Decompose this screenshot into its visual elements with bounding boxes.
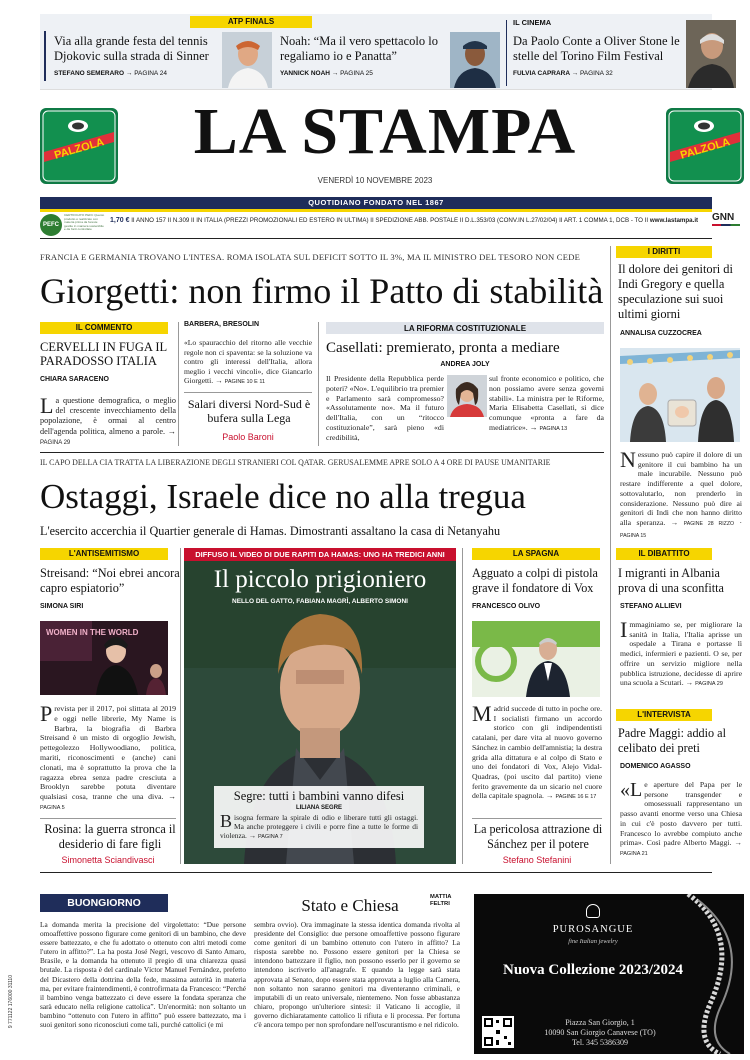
publication-details: II ANNO 157 II N.309 II IN ITALIA (PREZZI PROMOZIONALI ED ESTERO IN ULTIMA) II SPEDIZIONE ABB. POSTALE II D.L.353/03 (CONV.IN L.27/02/04) II ART. 1 COMMA 1, DCB - TO II <box>131 217 649 224</box>
palzola-ad-right[interactable] <box>666 108 744 184</box>
bottom-rule <box>40 872 712 873</box>
diritti-tag: I DIRITTI <box>616 246 712 258</box>
pefc-note: CERTIFICATO PEFC Questo prodotto è realizzato con materia prima da foreste gestite in maniera sostenibile e da fonti controllate <box>64 214 105 232</box>
rosina-author: Simonetta Sciandivasci <box>61 855 155 865</box>
pefc-logo <box>40 214 62 236</box>
mid-text: «Lo spauracchio del ritorno alle vecchie regole non ci spaventa: se la soluzione va contro gli interessi dell'Italia, allora meglio i vecchi vincoli», dice Giancarlo Giorgetti. → PAGINE 10 E 11 <box>184 338 312 386</box>
purosangue-address1: Piazza San Giorgio, 1 <box>565 1018 635 1027</box>
streisand-text: Prevista per il 2017, poi slittata al 2019 e oggi nelle librerie, My Name is Barbra, la biografia di Barbra Streisand è un misto di orgoglio Jewish, pettegolezzo Hollywoodiano, politica, mariti, riconoscimenti e (anche) cani clonati, ma è soprattutto la prova che la ragazza ebrea senza padre cresciuta a Brooklyn sarebbe potuta diventare qualsiasi cosa, tranne che una diva. → PAGINA 5 <box>40 701 177 811</box>
strip-rule-right <box>506 20 507 86</box>
commento-tag: IL COMMENTO <box>40 322 168 334</box>
sanchez-headline[interactable]: La pericolosa attrazione di Sánchez per il potere <box>473 822 603 851</box>
purosangue-collection: Nuova Collezione 2023/2024 <box>503 962 683 978</box>
spagna-tag: LA SPAGNA <box>472 548 600 560</box>
streisand-photo <box>40 621 168 695</box>
vrule-right-col <box>610 246 611 864</box>
spagna-headline[interactable]: Agguato a colpi di pistola grave il fondatore di Vox <box>472 566 598 595</box>
dibattito-text: Immaginiamo se, per migliorare la sanità in Italia, l'Italia aprisse un ospedale a Tirana e portasse lì medici, infermieri e pazienti. O se, per offrire un servizio migliore nella pubblica istruzione, decidesse di aprire una scuola a Scutari. → PAGINA 29 <box>620 617 742 688</box>
riforma-author: ANDREA JOLY <box>440 361 490 368</box>
cinema-tag: IL CINEMA <box>513 18 552 27</box>
second-story-rule <box>40 452 604 453</box>
strip-center-byline: YANNICK NOAH → PAGINA 25 <box>280 70 373 77</box>
noah-photo <box>450 32 500 88</box>
strip-center-headline[interactable]: Noah: “Ma il vero spettacolo lo regaliamo io e Panatta” <box>280 34 438 63</box>
sanchez-rule <box>472 818 602 819</box>
vrule-lead-2 <box>318 322 319 446</box>
diritti-text: Nessuno può capire il dolore di un genitore il cui bambino ha un male incurabile. Nessuno può restare indifferente a quel dolore, sottovalutarlo, non prenderlo in considerazione. Nessuno può dire ai genitori di Indi che non hanno diritto alla speranza. → PAGINE 28 RIZZO · PAGINA 15 <box>620 447 742 539</box>
dibattito-dropcap: I <box>620 617 628 642</box>
indi-gregory-photo <box>620 348 740 442</box>
intervista-tag: L'INTERVISTA <box>616 709 712 721</box>
photo-story-byline: NELLO DEL GATTO, FABIANA MAGRÌ, ALBERTO SIMONI <box>232 598 408 605</box>
casellati-photo <box>447 375 487 417</box>
commento-text: La questione demografica, o meglio del crescente invecchiamento della popolazione, è ormai al centro dell'agenda politica, almeno a parole. → PAGINA 29 <box>40 393 176 446</box>
commento-author: CHIARA SARACENO <box>40 376 109 383</box>
purosangue-brand: PUROSANGUE <box>552 924 634 935</box>
second-kicker: IL CAPO DELLA CIA TRATTA LA LIBERAZIONE DEGLI STRANIERI COL QATAR. GERUSALEMME APRE SOLO A 4 ORE DI PAUSE UMANITARIE <box>40 458 551 467</box>
spagna-dropcap: M <box>472 701 492 726</box>
oliver-stone-photo <box>686 20 736 88</box>
spagna-author: FRANCESCO OLIVO <box>472 603 541 610</box>
vrule-second-1 <box>180 548 181 864</box>
salari-headline[interactable]: Salari diversi Nord-Sud è bufera sulla Lega <box>187 397 311 425</box>
segre-caption <box>214 786 424 848</box>
vrule-lead-1 <box>178 322 179 446</box>
purosangue-phone: Tel. 345 5386309 <box>571 1038 629 1047</box>
segre-headline[interactable]: Segre: tutti i bambini vanno difesi <box>233 789 405 803</box>
vrule-second-2 <box>462 548 463 864</box>
motto: QUOTIDIANO FONDATO NEL 1867 <box>308 198 444 207</box>
segre-dropcap: B <box>220 811 233 831</box>
riforma-col2: sul fronte economico e politico, che non possiamo avere senza governi stabili». La ministra per le Riforme, Maria Elisabetta Casellati, si dice comunque «pronta a fare da mediatrice». → PAGINA 13 <box>489 374 604 432</box>
screen-text: WOMEN IN THE WORLD <box>46 628 139 637</box>
dibattito-tag: IL DIBATTITO <box>616 548 712 560</box>
atp-finals-tag: ATP FINALS <box>190 16 312 28</box>
purosangue-address2: 10090 San Giorgio Canavese (TO) <box>544 1028 656 1037</box>
photo-story-box[interactable] <box>184 548 456 864</box>
mid-divider <box>184 392 312 393</box>
pefc-label: PEFC <box>42 222 59 228</box>
riforma-col1: Il Presidente della Repubblica perde poteri? «No». L'equilibrio tra premier e Parlamento sarà compromesso? «Assolutamente no». Ma il futuro dell'Italia, con un “ritocco costituzionale”, sarà pieno «di credibilità, <box>326 374 444 442</box>
purosangue-ad[interactable] <box>474 894 744 1054</box>
second-headline[interactable]: Ostaggi, Israele dice no alla tregua <box>40 477 526 516</box>
salari-author: Paolo Baroni <box>222 432 274 442</box>
rosina-headline[interactable]: Rosina: la guerra stronca il desiderio di fare figli <box>44 822 176 851</box>
masthead-date: VENERDÌ 10 NOVEMBRE 2023 <box>317 176 433 185</box>
purosangue-tagline: fine Italian jewelry <box>568 938 618 945</box>
photo-story-headline[interactable]: Il piccolo prigioniero <box>213 566 427 593</box>
palzola-ad-left[interactable] <box>40 108 118 184</box>
antisemitismo-tag: L'ANTISEMITISMO <box>40 548 168 560</box>
mid-byline: BARBERA, BRESOLIN <box>184 321 260 328</box>
purosangue-crest <box>586 904 600 918</box>
strip-rule-left <box>44 31 46 81</box>
lead-headline[interactable]: Giorgetti: non firmo il Patto di stabilità <box>40 271 604 311</box>
strip-left-headline[interactable]: Via alla grande festa del tennis Djokovic sulla strada di Sinner <box>54 34 209 63</box>
diritti-author: ANNALISA CUZZOCREA <box>620 330 702 337</box>
masthead-title[interactable]: LA STAMPA <box>193 95 577 168</box>
buongiorno-tag: BUONGIORNO <box>40 894 168 912</box>
lead-kicker: FRANCIA E GERMANIA TROVANO L'INTESA. ROMA ISOLATA SUL DEFICIT SOTTO IL 3%, MA IL MINISTRO DEL TESORO NON CEDE <box>40 252 581 262</box>
buongiorno-col1: La domanda merita la precisione del virgolettato: “Due persone omoaffettive possono figurare come genitori di un bambino, che deve essere battezzato, e che fu adottato o ottenuto con altri metodi come l'utero in affitto?”. La ha posta José Negri, vescovo di Santo Amaro, Brasile, e la domanda ha ottenuto il pregio di una chiarezza quasi brutale. La risposta è del cardinale Víctor Manuel Fernández, prefetto del Dicastero della dottrina della fede, massima autorità in materia ma, per evitare fraintendimenti, è controfirmata da Francesco: “Perché il bambino venga battezzato ci deve essere la fondata speranza che sarà educato nella religione cattolica”. Un'enormità: non soltanto un bambino “ottenuto con l'utero in affitto” può essere battezzato, ma i suoi genitori sono riconosciuti come tali, purché cattolici (e mi <box>40 920 246 1030</box>
strip-right-byline: FULVIA CAPRARA → PAGINA 32 <box>513 70 613 77</box>
barcode-side: 9 771122 176000 31110 <box>8 975 14 1029</box>
second-subhead: L'esercito accerchia il Quartier generale di Hamas. Dimostranti assaltano la casa di Netanyahu <box>40 524 501 538</box>
diritti-headline[interactable]: Il dolore dei genitori di Indi Gregory e quella speculazione sui suoi ultimi giorni <box>618 262 733 321</box>
intervista-author: DOMENICO AGASSO <box>620 763 691 770</box>
motto-yellow-rule <box>40 209 712 212</box>
vidal-quadras-photo <box>472 621 600 697</box>
photo-story-tag: DIFFUSO IL VIDEO DI DUE RAPITI DA HAMAS: UNO HA TREDICI ANNI <box>184 548 456 561</box>
intervista-text: «Le aperture del Papa per le persone transgender e omosessuali rappresentano un passo avanti enorme verso una Chiesa in cui c'è posto davvero per tutti. Francesco lo avrebbe compiuto anche prima». Così padre Alberto Maggi. → PAGINA 21 <box>620 779 743 857</box>
dibattito-author: STEFANO ALLIEVI <box>620 603 682 610</box>
gnn-underline <box>712 224 740 226</box>
commento-title[interactable]: CERVELLI IN FUGA IL PARADOSSO ITALIA <box>40 340 167 368</box>
spagna-text: Madrid succede di tutto in poche ore. I socialisti firmano un accordo storico con gli indipendentisti catalani, per dare vita al nuovo governo Sánchez in cambio dell'amnistia; la destra grida alla dittatura e al colpo di Stato e uno dei fondatori di Vox, Alejo Vidal-Quadras, (poi uscito dal partito) viene ferito gravemente da un sicario nel cuore della capitale spagnola. → PAGINE 16 E 17 <box>472 701 602 801</box>
intervista-dropcap: «L <box>620 779 643 801</box>
segre-author: LILIANA SEGRE <box>295 805 343 811</box>
infobar-rule <box>40 238 712 239</box>
riforma-headline[interactable]: Casellati: premierato, pronta a mediare <box>326 340 560 356</box>
infobar-line <box>110 217 699 224</box>
buongiorno-title[interactable]: Stato e Chiesa <box>301 896 399 915</box>
dibattito-headline[interactable]: I migranti in Albania prova di una sconfitta <box>618 566 724 595</box>
qr-code[interactable] <box>482 1016 514 1048</box>
streisand-headline[interactable]: Streisand: “Noi ebrei ancora capro espiatorio” <box>40 566 180 595</box>
streisand-dropcap: P <box>40 701 53 726</box>
strip-right-headline[interactable]: Da Paolo Conte a Oliver Stone le stelle del Torino Film Festival <box>513 34 680 63</box>
sinner-photo <box>222 32 272 88</box>
segre-text: Bisogna fermare la spirale di odio e liberare tutti gli ostaggi. Ma anche proteggere i civili e porre fine a tutte le forme di violenza. → PAGINA 7 <box>220 811 418 840</box>
intervista-headline[interactable]: Padre Maggi: addio al celibato dei preti <box>618 726 726 755</box>
buongiorno-author: MATTIA FELTRI <box>430 894 452 907</box>
palzola-ad-right-text: PALZOLA <box>679 136 732 162</box>
gnn-logo: GNN <box>712 212 735 223</box>
commento-dropcap: L <box>40 393 54 418</box>
sanchez-author: Stefano Stefanini <box>502 855 572 865</box>
palzola-ad-left-text: PALZOLA <box>53 136 106 162</box>
riforma-tag: LA RIFORMA COSTITUZIONALE <box>403 324 527 333</box>
site-link[interactable]: www.lastampa.it <box>649 217 699 224</box>
rosina-rule <box>40 818 176 819</box>
streisand-author: SIMONA SIRI <box>40 603 84 610</box>
strip-left-byline: STEFANO SEMERARO → PAGINA 24 <box>54 70 167 77</box>
price: 1,70 € <box>110 217 130 224</box>
diritti-dropcap: N <box>620 447 636 472</box>
buongiorno-col2: sembra ovvio). Ora immaginate la stessa identica domanda rivolta al presidente del Consiglio: due persone omoaffettive possono figurare come genitori di un bambino ottenuto con l'utero in affitto? La risposta sarebbe no. Possono essere genitori per la Chiesa se intendono battezzare il figlio, non possono esserlo per il governo se intendono iscriverlo all'anagrafe. E quando la legge sarà stata approvata al Senato, dopo essere stata approvata a luglio alla Camera, non soltanto non saranno genitori ma diventeranno criminali, e imputabili di un reato universale, nientemeno. Non fosse abbastanza chiaro, propongo un'ulteriore sintesi: il Vaticano li accoglie, il governo dichiaratamente cattolico li rifiuta e li processa. Per fortuna c'è ancora tempo per non sprofondare nell'oscurantismo e nel ridicolo. <box>254 920 460 1030</box>
